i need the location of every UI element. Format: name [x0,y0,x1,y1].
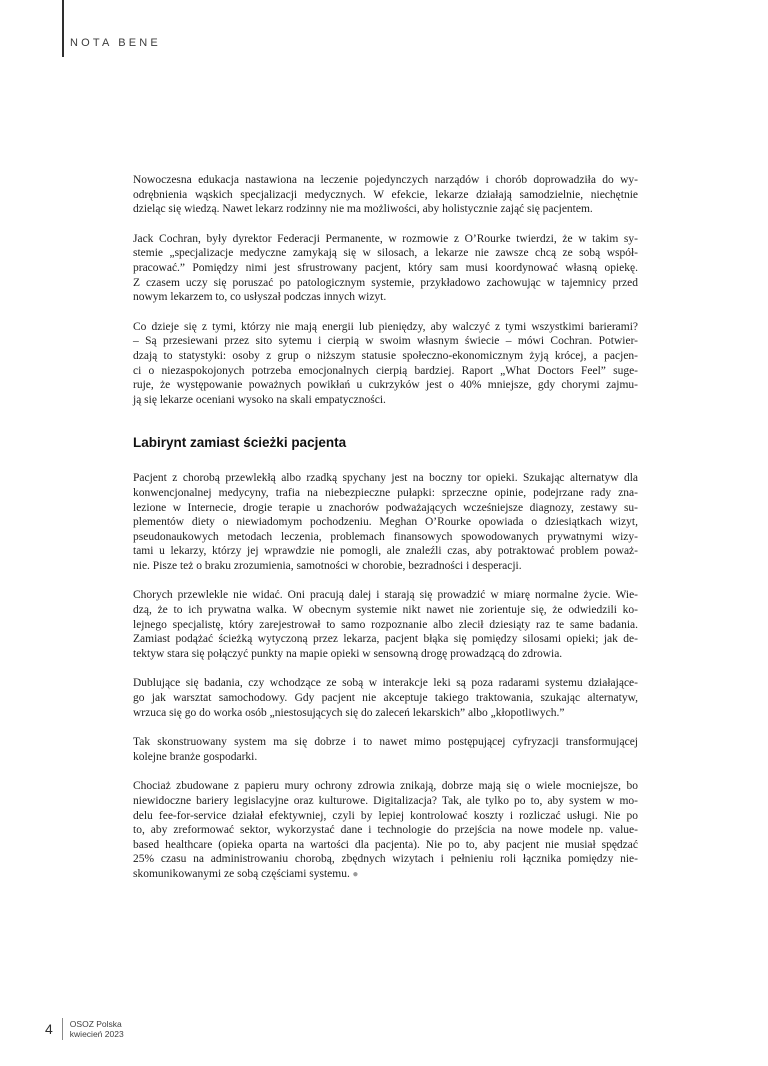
text-line: niewidoczne bariery legislacyjne oraz kulturowe. Digitalizacja? Tak, ale tylko po to, aby system w mo- [133,795,638,807]
text-line: to, aby zreformować sektor, wykorzystać dane i technologie do przejścia na nowe modele np. value- [133,824,638,837]
page-footer [45,1018,124,1040]
article-paragraph [133,471,638,573]
text-line: Z czasem uczy się poruszać po patologicznym systemie, przykładowo zachowując w tajemnicy przed [133,276,638,289]
text-line: Co dzieje się z tymi, którzy nie mają energii lub pieniędzy, aby walczyć z tymi wszystkimi barierami? [133,320,638,333]
imprint-date: kwiecień 2023 [69,1029,124,1039]
text-line: Zamiast podążać ścieżką wytyczoną przez lekarza, pacjent błąka się pomiędzy silosami opieki; jak de- [133,633,638,646]
text-line: delu fee-for-service działał efektywniej, czyli by lepiej kontrolować koszty i rozliczać usługi. Nie po [133,809,638,822]
article-paragraph [133,735,638,764]
text-line: dzieląc się wiedzą. Nawet lekarz rodzinny nie ma możliwości, aby holistycznie zająć się pacjentem. [133,203,593,216]
text-line: Tak skonstruowany system ma się dobrze i to nawet mimo postępującej cyfryzacji transformującej [133,736,638,749]
text-line: dzą, że to ich prywatna walka. W obecnym systemie nikt nawet nie zorientuje się, że odwiedzili ko- [133,604,638,617]
text-line: plementów diety o niewiadomym pochodzeniu. Meghan O’Rourke opowiada o dziesiątkach wizyt, [133,516,638,529]
footer-divider [62,1018,63,1040]
text-line: nowym lekarzem to, co usłyszał podczas innych wizyt. [133,291,387,304]
end-of-article-bullet: ● [349,868,359,880]
text-line: stemie „specjalizacje medyczne zamykają się w silosach, a lekarze nie zawsze chcą ze sobą współ- [133,247,638,260]
text-line: lejnego specjalistę, który zarejestrował to samo rozpoznanie albo zlecił dziesiąty raz te same badania. [133,618,638,631]
text-line: Chociaż zbudowane z papieru mury ochrony zdrowia znikają, dobrze mają się o wiele mocniejsze, bo [133,780,638,793]
text-line: 25% czasu na administrowaniu chorobą, zbędnych wizytach i pełnieniu roli łącznika pomiędzy nie- [133,853,638,866]
text-line: wrzuca się go do worka osób „niestosujących się do zaleceń lekarskich” albo „kłopotliwych.” [133,706,565,719]
imprint-title: OSOZ Polska [69,1018,122,1029]
page-number: 4 [45,1021,53,1037]
text-line: Nowoczesna edukacja nastawiona na leczenie pojedynczych narządów i chorób doprowadziła do wy- [133,174,638,186]
text-line: Jack Cochran, były dyrektor Federacji Permanente, w rozmowie z O’Rourke twierdzi, że w takim sy- [133,232,638,245]
text-line: ją się lekarze oceniani wysoko na skali empatyczności. [133,393,386,406]
text-line: odrębnienia wąskich specjalizacji medycznych. W efekcie, lekarze działają samodzielnie, niechętnie [133,188,638,201]
text-line: based healthcare (opieka oparta na wartości dla pacjenta). Nie po to, aby pacjent nie musiał spędzać [133,838,638,851]
text-line: konwencjonalnej medycyny, trafia na niebezpieczne pułapki: sprzeczne opinie, podejrzane rady zna- [133,486,638,499]
article-paragraph [133,320,638,408]
article-paragraph [133,173,638,217]
section-rule [62,0,64,57]
text-line: kolejne branże gospodarki. [133,750,258,763]
text-line: go jak warsztat samochodowy. Gdy pacjent nie akceptuje takiego traktowania, szukając alternatyw, [133,692,638,705]
text-line: Dublujące się badania, czy wchodzące ze sobą w interakcje leki są poza radarami systemu działające- [133,677,638,690]
article-subheading: Labirynt zamiast ścieżki pacjenta [133,435,347,451]
text-line: pracować.” Pomiędzy nimi jest sfrustrowany pacjent, który sam musi koordynować własną opiekę. [133,261,638,274]
section-label: NOTA BENE [70,37,161,49]
text-line: – Są przesiewani przez sito sytemu i cierpią w swoim własnym świecie – mówi Cochran. Potwier- [133,335,638,348]
text-line: tektyw stara się połączyć punkty na mapie opieki w sensowną drogę prowadzącą do zdrowia. [133,647,563,660]
text-line: Pacjent z chorobą przewlekłą albo rzadką spychany jest na boczny tor opieki. Szukając alternatyw dla [133,472,638,485]
text-line: nie. Pisze też o braku zrozumienia, samotności w chorobie, bezradności i desperacji. [133,559,522,572]
text-line: ci o niezaspokojonych potrzeba emocjonalnych cierpią bardziej. Raport „What Doctors Feel” suge- [133,364,638,377]
article-paragraph [133,232,638,305]
imprint [70,1019,124,1040]
text-line: ruje, że występowanie poważnych powikłań u cukrzyków jest o 40% mniejsze, gdy chorymi zajmu- [133,379,638,392]
article-paragraph [133,676,638,720]
text-line: lezione w Internecie, drogie terapie u znachorów podważających wcześniejsze diagnozy, zestawy su- [133,501,638,514]
text-line: Chorych przewlekle nie widać. Oni pracują dalej i starają się prowadzić w miarę normalne życie. Wie- [133,589,638,602]
text-line: pseudonaukowych metodach leczenia, problemach finansowych spowodowanych prywatnymi wizy- [133,530,638,543]
text-line: tami u lekarzy, którzy jej wprawdzie nie pomogli, ale znaleźli czas, aby potraktować problem poważ- [133,545,638,558]
article-body [133,173,638,898]
article-paragraph [133,588,638,661]
article-paragraph [133,779,638,882]
text-line: skomunikowanymi ze sobą częściami systemu. ● [133,867,359,880]
text-line: dzają to statystyki: osoby z grup o niższym statusie społeczno-ekonomicznym żyją krócej, a pacjen- [133,349,638,362]
